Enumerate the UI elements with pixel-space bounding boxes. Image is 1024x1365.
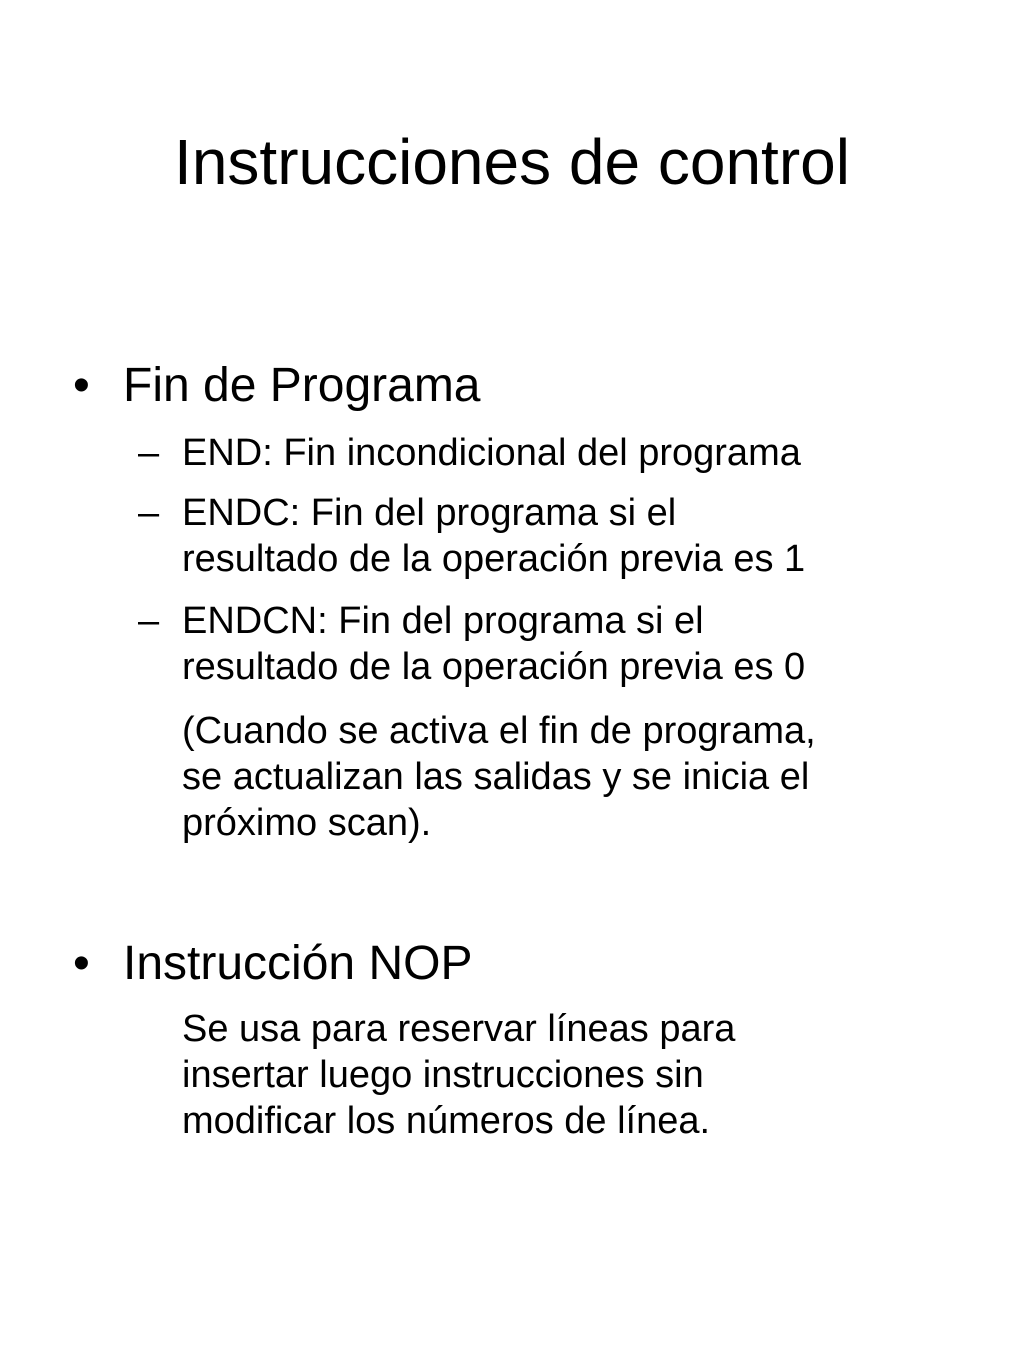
sub-item-text: END: Fin incondicional del programa xyxy=(182,432,801,474)
slide-title: Instrucciones de control xyxy=(174,126,850,198)
note-text: (Cuando se activa el fin de programa, se actualizan las salidas y se inicia el próximo scan). xyxy=(182,710,816,844)
bullet-label: Fin de Programa xyxy=(123,359,481,412)
dash-marker: – xyxy=(138,432,160,474)
sub-item-text: ENDCN: Fin del programa si el resultado de la operación previa es 0 xyxy=(182,600,806,688)
bullet-marker: • xyxy=(73,359,90,412)
sub-item-text: ENDC: Fin del programa si el resultado de la operación previa es 1 xyxy=(182,492,806,580)
note-text: Se usa para reservar líneas para insertar luego instrucciones sin modificar los números de línea. xyxy=(182,1008,736,1142)
bullet-marker: • xyxy=(73,937,90,990)
dash-marker: – xyxy=(138,492,160,534)
dash-marker: – xyxy=(138,600,160,642)
bullet-label: Instrucción NOP xyxy=(123,937,473,990)
